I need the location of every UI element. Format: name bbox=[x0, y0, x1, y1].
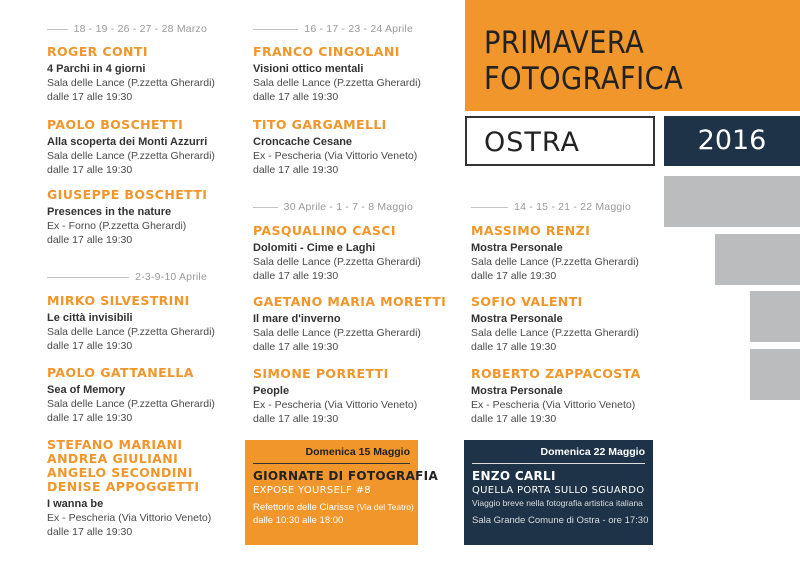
venue: Sala delle Lance (P.zzetta Gherardi) bbox=[253, 77, 421, 89]
hours: dalle 17 alle 19:30 bbox=[471, 412, 557, 425]
date-range: 30 Aprile - 1 - 7 - 8 Maggio bbox=[278, 201, 413, 214]
exhibition-entry bbox=[253, 45, 443, 104]
event-venue-main: Refettorio delle Clarisse bbox=[253, 502, 354, 513]
event-venue-detail: (Via del Teatro) bbox=[356, 502, 414, 512]
exhibition-entry bbox=[253, 294, 447, 354]
event-name: ENZO CARLI bbox=[472, 469, 556, 483]
date-header bbox=[471, 201, 631, 214]
photographer-name: GIUSEPPE BOSCHETTI bbox=[47, 187, 208, 202]
exhibition-entry bbox=[47, 188, 237, 247]
venue: Ex - Forno (P.zzetta Gherardi) bbox=[47, 220, 187, 232]
decor-block-3 bbox=[750, 291, 800, 342]
date-range: 2-3-9-10 Aprile bbox=[129, 271, 207, 284]
exhibition-title: Visioni ottico mentali bbox=[253, 63, 364, 75]
event-date: Domenica 22 Maggio bbox=[472, 446, 645, 464]
venue: Sala delle Lance (P.zzetta Gherardi) bbox=[471, 256, 639, 268]
date-range: 14 - 15 - 21 - 22 Maggio bbox=[508, 201, 631, 214]
date-header bbox=[47, 23, 207, 36]
exhibition-title: Croncache Cesane bbox=[253, 136, 353, 148]
decor-block-2 bbox=[715, 234, 800, 285]
exhibition-title: People bbox=[253, 385, 290, 397]
venue: Sala delle Lance (P.zzetta Gherardi) bbox=[47, 326, 215, 338]
exhibition-title: Il mare d'inverno bbox=[253, 313, 341, 325]
venue: Sala delle Lance (P.zzetta Gherardi) bbox=[47, 150, 215, 162]
venue: Ex - Pescheria (Via Vittorio Veneto) bbox=[471, 399, 636, 411]
exhibition-entry bbox=[471, 295, 661, 354]
date-header bbox=[47, 271, 207, 284]
venue: Sala delle Lance (P.zzetta Gherardi) bbox=[253, 256, 421, 268]
photographer-name: ROBERTO ZAPPACOSTA bbox=[471, 366, 641, 381]
hours: dalle 17 alle 19:30 bbox=[47, 90, 133, 103]
venue: Sala delle Lance (P.zzetta Gherardi) bbox=[47, 398, 215, 410]
photographer-name: TITO GARGAMELLI bbox=[253, 117, 387, 132]
photographer-name: SIMONE PORRETTI bbox=[253, 366, 389, 381]
exhibition-entry bbox=[253, 224, 443, 283]
festival-title bbox=[484, 25, 683, 97]
venue: Ex - Pescheria (Via Vittorio Veneto) bbox=[253, 150, 418, 162]
date-header bbox=[253, 201, 413, 214]
photographer-name: PAOLO BOSCHETTI bbox=[47, 117, 184, 132]
photographer-name: FRANCO CINGOLANI bbox=[253, 44, 400, 59]
hours: dalle 17 alle 19:30 bbox=[471, 340, 557, 353]
exhibition-entry bbox=[471, 224, 661, 283]
hours: dalle 17 alle 19:30 bbox=[471, 269, 557, 282]
photographer-name: ANGELO SECONDINI bbox=[47, 465, 193, 480]
photographer-name: PAOLO GATTANELLA bbox=[47, 365, 194, 380]
event-name: GIORNATE DI FOTOGRAFIA bbox=[253, 469, 439, 483]
hours: dalle 17 alle 19:30 bbox=[47, 525, 133, 538]
exhibition-entry bbox=[253, 118, 443, 177]
photographer-name: GAETANO MARIA MORETTI bbox=[253, 294, 447, 309]
event-date: Domenica 15 Maggio bbox=[253, 446, 410, 464]
decor-block-1 bbox=[664, 176, 800, 227]
venue: Sala delle Lance (P.zzetta Gherardi) bbox=[471, 327, 639, 339]
exhibition-entry bbox=[47, 366, 237, 425]
photographer-name: ROGER CONTI bbox=[47, 44, 148, 59]
hours: dalle 17 alle 19:30 bbox=[47, 163, 133, 176]
photographer-name: MASSIMO RENZI bbox=[471, 223, 591, 238]
exhibition-entry bbox=[471, 367, 661, 426]
year-label: 2016 bbox=[697, 125, 767, 156]
exhibition-title: Alla scoperta dei Monti Azzurri bbox=[47, 136, 208, 148]
hours: dalle 17 alle 19:30 bbox=[253, 269, 339, 282]
event-venue bbox=[253, 501, 414, 514]
decor-block-4 bbox=[750, 349, 800, 400]
event-subtitle: QUELLA PORTA SULLO SGUARDO bbox=[472, 485, 645, 496]
photographer-name: PASQUALINO CASCI bbox=[253, 223, 396, 238]
venue: Sala delle Lance (P.zzetta Gherardi) bbox=[47, 77, 215, 89]
exhibition-entry bbox=[47, 118, 237, 177]
exhibition-title: Dolomiti - Cime e Laghi bbox=[253, 242, 376, 254]
exhibition-entry bbox=[253, 367, 443, 426]
exhibition-title: I wanna be bbox=[47, 498, 104, 510]
photographer-name: DENISE APPOGGETTI bbox=[47, 479, 200, 494]
photographer-name: SOFIO VALENTI bbox=[471, 294, 583, 309]
venue: Ex - Pescheria (Via Vittorio Veneto) bbox=[253, 399, 418, 411]
photographer-name: MIRKO SILVESTRINI bbox=[47, 293, 190, 308]
venue: Ex - Pescheria (Via Vittorio Veneto) bbox=[47, 512, 212, 524]
special-event-box bbox=[245, 440, 439, 545]
hours: dalle 17 alle 19:30 bbox=[47, 339, 133, 352]
date-range: 16 - 17 - 23 - 24 Aprile bbox=[298, 23, 413, 36]
exhibition-entry bbox=[47, 45, 237, 104]
exhibition-title: Mostra Personale bbox=[471, 313, 563, 325]
event-venue: Sala Grande Comune di Ostra - ore 17:30 bbox=[472, 515, 649, 526]
exhibition-entry bbox=[47, 438, 237, 539]
date-header bbox=[253, 23, 413, 36]
hours: dalle 17 alle 19:30 bbox=[253, 340, 339, 353]
event-subtitle: EXPOSE YOURSELF #8 bbox=[253, 485, 371, 496]
exhibition-title: 4 Parchi in 4 giorni bbox=[47, 63, 146, 75]
hours: dalle 17 alle 19:30 bbox=[253, 163, 339, 176]
special-event-box bbox=[464, 440, 653, 545]
festival-title-line2: FOTOGRAFICA bbox=[484, 61, 684, 97]
exhibition-title: Mostra Personale bbox=[471, 385, 563, 397]
festival-title-line1: PRIMAVERA bbox=[484, 25, 645, 61]
hours: dalle 17 alle 19:30 bbox=[253, 412, 339, 425]
event-description: Viaggio breve nella fotografia artistica italiana bbox=[472, 498, 643, 508]
photographer-name: ANDREA GIULIANI bbox=[47, 451, 179, 466]
hours: dalle 17 alle 19:30 bbox=[253, 90, 339, 103]
exhibition-title: Presences in the nature bbox=[47, 206, 172, 218]
date-range: 18 - 19 - 26 - 27 - 28 Marzo bbox=[68, 23, 207, 36]
hours: dalle 17 alle 19:30 bbox=[47, 411, 133, 424]
exhibition-title: Le città invisibili bbox=[47, 312, 133, 324]
town-name: OSTRA bbox=[484, 127, 581, 158]
event-hours: dalle 10:30 alle 18:00 bbox=[253, 515, 344, 526]
exhibition-title: Sea of Memory bbox=[47, 384, 126, 396]
venue: Sala delle Lance (P.zzetta Gherardi) bbox=[253, 327, 421, 339]
exhibition-title: Mostra Personale bbox=[471, 242, 563, 254]
exhibition-entry bbox=[47, 294, 237, 353]
hours: dalle 17 alle 19:30 bbox=[47, 233, 133, 246]
photographer-name: STEFANO MARIANI bbox=[47, 437, 183, 452]
